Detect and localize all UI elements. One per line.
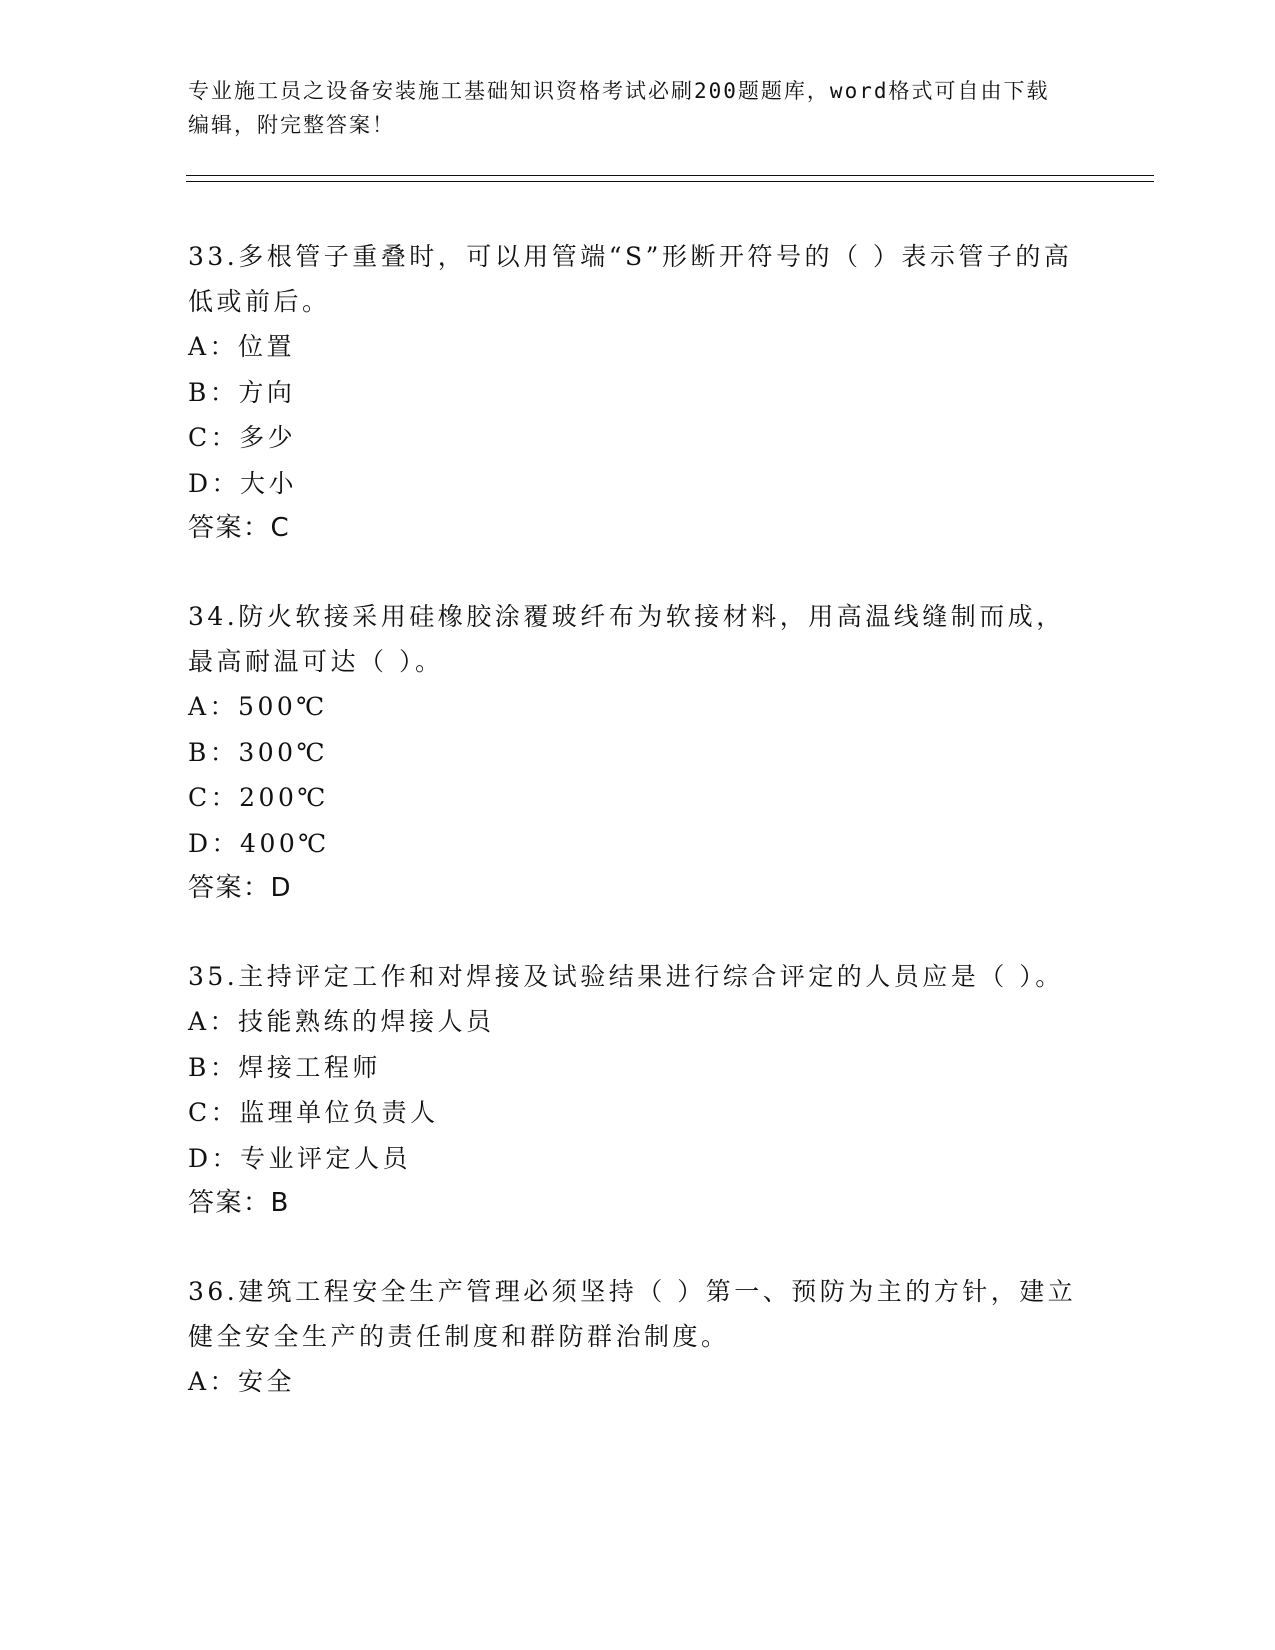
answer-line: 答案：C (188, 513, 291, 543)
question-stem: 34.防火软接采用硅橡胶涂覆玻纤布为软接材料，用高温线缝制而成，最高耐温可达（ ）。 (188, 602, 1065, 676)
option-c: C：200℃ (188, 783, 329, 812)
option-a: A：位置 (188, 332, 296, 361)
question-33 (188, 234, 1088, 551)
option-d: D：400℃ (188, 828, 330, 858)
question-list (188, 234, 1088, 1448)
option-d: D：专业评定人员 (188, 1143, 412, 1173)
option-d: D：大小 (188, 468, 298, 498)
option-a: A：安全 (188, 1367, 296, 1396)
question-stem: 35.主持评定工作和对焊接及试验结果进行综合评定的人员应是（ ）。 (188, 962, 1064, 991)
option-b: B：焊接工程师 (188, 1052, 381, 1082)
question-stem: 36.建筑工程安全生产管理必须坚持（ ）第一、预防为主的方针，建立健全安全生产的责任制度和群防群治制度。 (188, 1277, 1077, 1351)
option-a: A：技能熟练的焊接人员 (188, 1007, 495, 1036)
question-36 (188, 1269, 1088, 1405)
answer-line: 答案：B (188, 1188, 290, 1218)
question-stem: 33.多根管子重叠时，可以用管端“S”形断开符号的（ ）表示管子的高低或前后。 (188, 242, 1073, 316)
option-a: A：500℃ (188, 692, 328, 721)
option-c: C：监理单位负责人 (188, 1098, 439, 1127)
header-divider-bottom (186, 181, 1154, 182)
question-35 (188, 954, 1088, 1226)
option-b: B：300℃ (188, 737, 329, 767)
answer-line: 答案：D (188, 873, 293, 903)
option-b: B：方向 (188, 377, 296, 407)
option-c: C：多少 (188, 423, 297, 452)
question-34 (188, 594, 1088, 911)
document-header: 专业施工员之设备安装施工基础知识资格考试必刷200题题库，word格式可自由下载编辑，附完整答案！ (188, 79, 1050, 137)
header-divider-top (186, 175, 1154, 176)
